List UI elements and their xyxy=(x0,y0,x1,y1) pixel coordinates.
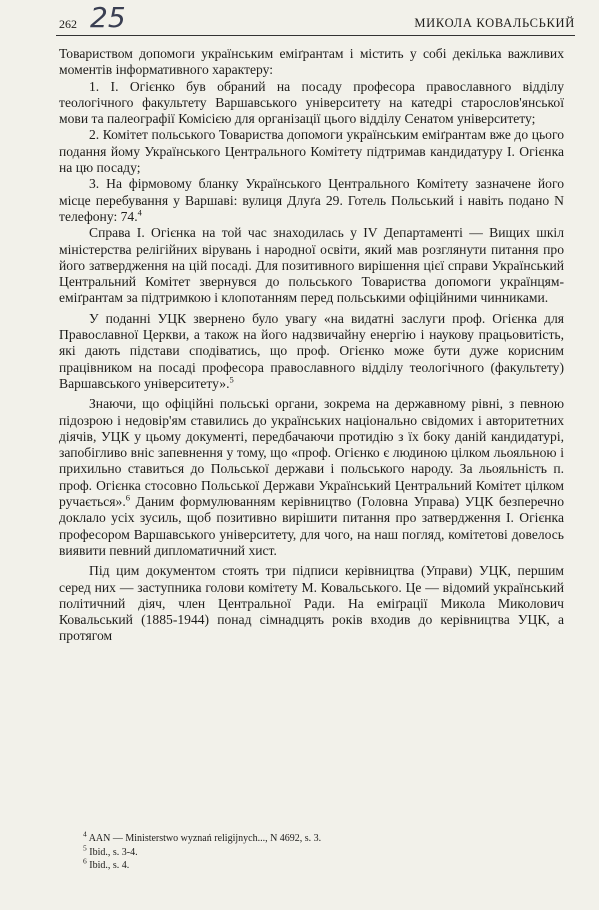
footnote-ref: 4 xyxy=(137,207,142,218)
paragraph: Знаючи, що офіційні польські органи, зокрема на державному рівні, з певною підозрою і недовір'ям ставились до українських національно свідомих і авторитетних діячів, УЦК у цьому документі, передбачаючи протидію з їх боку даній кандидатурі, запобігливо вніс запевнення у тому, що «проф. Огієнко є людиною цілком льояльною і прихильно ставиться до Польської держави і польського народу. За льояльність п. проф. Огієнка стосовно Польської Держави Український Центральний Комітет цілком ручається».$^6$ Даним формулюванням керівництво (Головна Управа) УЦК безперечно доклало усіх зусиль, щоб позитивно вирішити питання про затвердження І. Огієнка професором Варшавського університету, для чого, на наш погляд, комітетові довелось виявити певний дипломатичний хист. xyxy=(59,396,564,558)
footnote-ref: 5 xyxy=(229,374,234,385)
list-item-3: 3. На фірмовому бланку Українського Центрального Комітету зазначене його місце перебування у Варшаві: вулиця Длуґа 29. Готель Польський і навіть подано N телефону: 74.$^4$ xyxy=(59,176,564,224)
paragraph: Справа І. Огієнка на той час знаходилась у IV Департаменті — Вищих шкіл міністерства релігійних вірувань і народної освіти, який мав розглянути питання про його затвердження на цій посаді. Для позитивного вирішення цієї справи Український Центральний Комітет звернувся до польського Товариства допомоги українцям-еміґрантам за підтримкою і клопотанням перед польськими офіційними чинниками. xyxy=(59,225,564,306)
handwritten-page-number: 25 xyxy=(90,1,126,34)
running-title: МИКОЛА КОВАЛЬСЬКИЙ xyxy=(414,16,575,30)
page-number: 262 xyxy=(59,17,77,31)
footnote: $^5$ Ibid., s. 3-4. xyxy=(83,843,138,858)
header-rule xyxy=(56,35,575,36)
paragraph: Товариством допомоги українським еміґрантам і містить у собі декілька важливих моментів інформативного характеру: xyxy=(59,46,564,78)
paragraph: У поданні УЦК звернено було увагу «на видатні заслуги проф. Огієнка для Православної Церкви, а також на його надзвичайну енергію і наукову працьовитість, які дають підстави сподіватись, що проф. Огієнко може бути дуже корисним працівником на посаді професора православного відділу теологічного (факультету) Варшавського університету».$^5$ xyxy=(59,310,564,391)
body-text xyxy=(59,46,564,645)
footnote-ref: 6 xyxy=(125,492,130,503)
list-item-2: 2. Комітет польського Товариства допомоги українським еміґрантам вже до цього подання йому Українського Центрального Комітету підтримав кандидатуру І. Огієнка на цю посаду; xyxy=(59,127,564,176)
list-item-1: 1. І. Огієнко був обраний на посаду професора православного відділу теологічного факультету Варшавського університету на катедрі старослов'янської мови та палеографії Комісією для організації цього відділу Сенатом університету; xyxy=(59,78,564,127)
paragraph: Під цим документом стоять три підписи керівництва (Управи) УЦК, першим серед них — заступника голови комітету М. Ковальського. Це — відомий український політичний діяч, член Центральної Ради. На еміґрації Микола Миколович Ковальський (1885-1944) понад сімнадцять років входив до керівництва УЦК, а протягом xyxy=(59,563,564,644)
footnotes xyxy=(83,829,322,873)
footnote: $^6$ Ibid., s. 4. xyxy=(83,856,130,871)
footnote: $^4$ AAN — Ministerstwo wyznań religijnych..., N 4692, s. 3. xyxy=(83,829,322,844)
page-header xyxy=(56,1,575,38)
